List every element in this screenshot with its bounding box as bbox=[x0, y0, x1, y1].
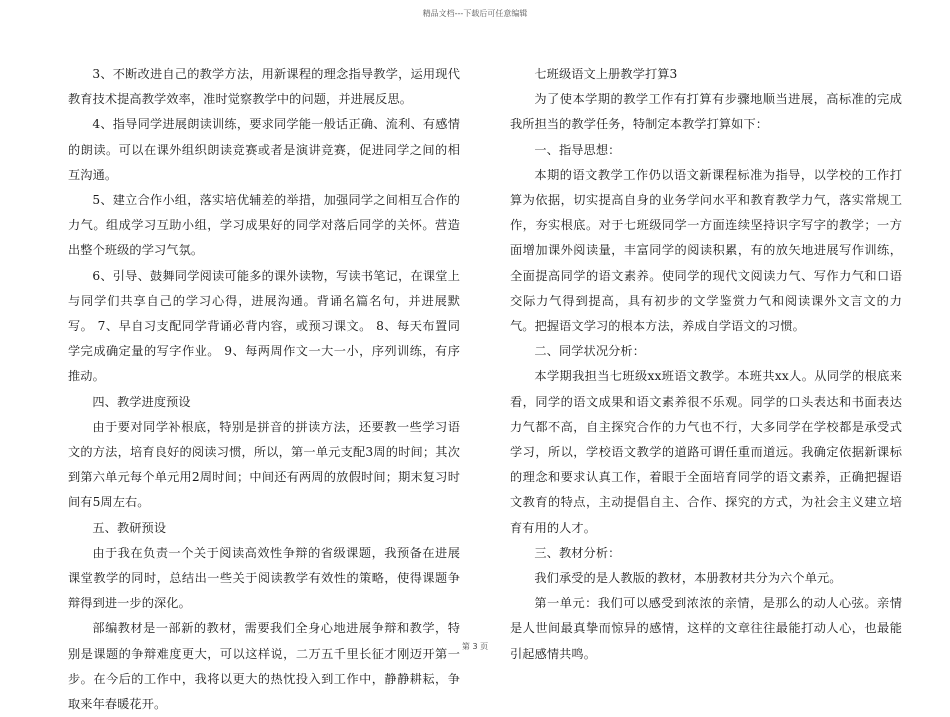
paragraph: 第一单元：我们可以感受到浓浓的亲情，是那么的动人心弦。亲情是人世间最真挚而惊异的感情，这样的文章往往最能打动人心，也最能引起感情共鸣。 bbox=[510, 596, 902, 661]
section-heading: 四、教学进度预设 bbox=[92, 394, 191, 409]
paragraph: 部编教材是一部新的教材，需要我们全身心地进展争辩和教学，特别是课题的争辩难度更大，可以这样说，二万五千里长征才刚迈开第一步。在今后的工作中，我将以更大的热忱投入到工作中，静静耕耘，争取来年春暖花开。 bbox=[68, 621, 460, 712]
document-title: 七班级语文上册教学打算3 bbox=[534, 67, 678, 81]
paragraph: 4、指导同学进展朗读训练，要求同学能一般话正确、流利、有感情的朗读。可以在课外组织朗读竞赛或者是演讲竞赛，促进同学之间的相互沟通。 bbox=[68, 117, 460, 182]
paragraph: 为了使本学期的教学工作有打算有步骤地顺当进展，高标准的完成我所担当的教学任务，特制定本教学打算如下： bbox=[510, 92, 902, 132]
page-header: 精品文档---下载后可任意编辑 bbox=[422, 9, 528, 18]
section-heading: 五、教研预设 bbox=[92, 520, 167, 535]
paragraph: 3、不断改进自己的教学方法，用新课程的理念指导教学，运用现代教育技术提高教学效率，准时觉察教学中的问题，并进展反思。 bbox=[68, 67, 460, 107]
paragraph: 6、引导、鼓舞同学阅读可能多的课外读物，写读书笔记，在课堂上与同学们共享自己的学习心得，进展沟通。背诵名篇名句，并进展默写。 7、早自习支配同学背诵必背内容，或预习课文。 8、每天布置同学完成确定量的写字作业。 9、每两周作文一大一小，序列训练，有序推动。 bbox=[68, 268, 460, 384]
paragraph: 5、建立合作小组，落实培优辅差的举措，加强同学之间相互合作的力气。组成学习互助小组，学习成果好的同学对落后同学的关怀。营造出整个班级的学习气氛。 bbox=[68, 193, 460, 258]
right-column bbox=[510, 62, 902, 667]
paragraph: 本期的语文教学工作仍以语文新课程标准为指导，以学校的工作打算为依据，切实提高自身的业务学问水平和教育教学力气，落实常规工作，夯实根底。对于七班级同学一方面连续坚持识字写字的教学；一方面增加课外阅读量，丰富同学的阅读积累，有的放矢地进展写作训练，全面提高同学的语文素养。使同学的现代文阅读力气、写作力气和口语交际力气得到提高，具有初步的文学鉴赏力气和阅读课外文言文的力气。把握语文学习的根本方法，养成自学语文的习惯。 bbox=[510, 167, 902, 334]
paragraph: 我们承受的是人教版的教材，本册教材共分为六个单元。 bbox=[534, 571, 842, 586]
page-number: 第 3 页 bbox=[461, 642, 489, 651]
section-heading: 一、指导思想： bbox=[534, 142, 621, 157]
section-heading: 三、教材分析： bbox=[534, 545, 621, 560]
section-heading: 二、同学状况分析： bbox=[534, 344, 645, 359]
paragraph: 由于要对同学补根底，特别是拼音的拼读方法，还要教一些学习语文的方法，培育良好的阅读习惯，所以，第一单元支配3周的时间；其次到第六单元每个单元用2周时间；中间还有两周的放假时间；期末复习时间有5周左右。 bbox=[68, 419, 460, 510]
left-column bbox=[68, 62, 460, 717]
paragraph: 本学期我担当七班级xx班语文教学。本班共xx人。从同学的根底来看，同学的语文成果和语文素养很不乐观。同学的口头表达和书面表达力气都不高，自主探究合作的力气也不行，大多同学在学校都是承受式学习，所以，学校语文教学的道路可谓任重而道远。我确定依据新课标的理念和要求认真工作，着眼于全面培育同学的语文素养，正确把握语文教育的特点，主动提倡自主、合作、探究的方式，为社会主义建立培育有用的人才。 bbox=[510, 369, 902, 535]
paragraph: 由于我在负责一个关于阅读高效性争辩的省级课题，我预备在进展课堂教学的同时，总结出一些关于阅读教学有效性的策略，使得课题争辩得到进一步的深化。 bbox=[68, 545, 460, 611]
